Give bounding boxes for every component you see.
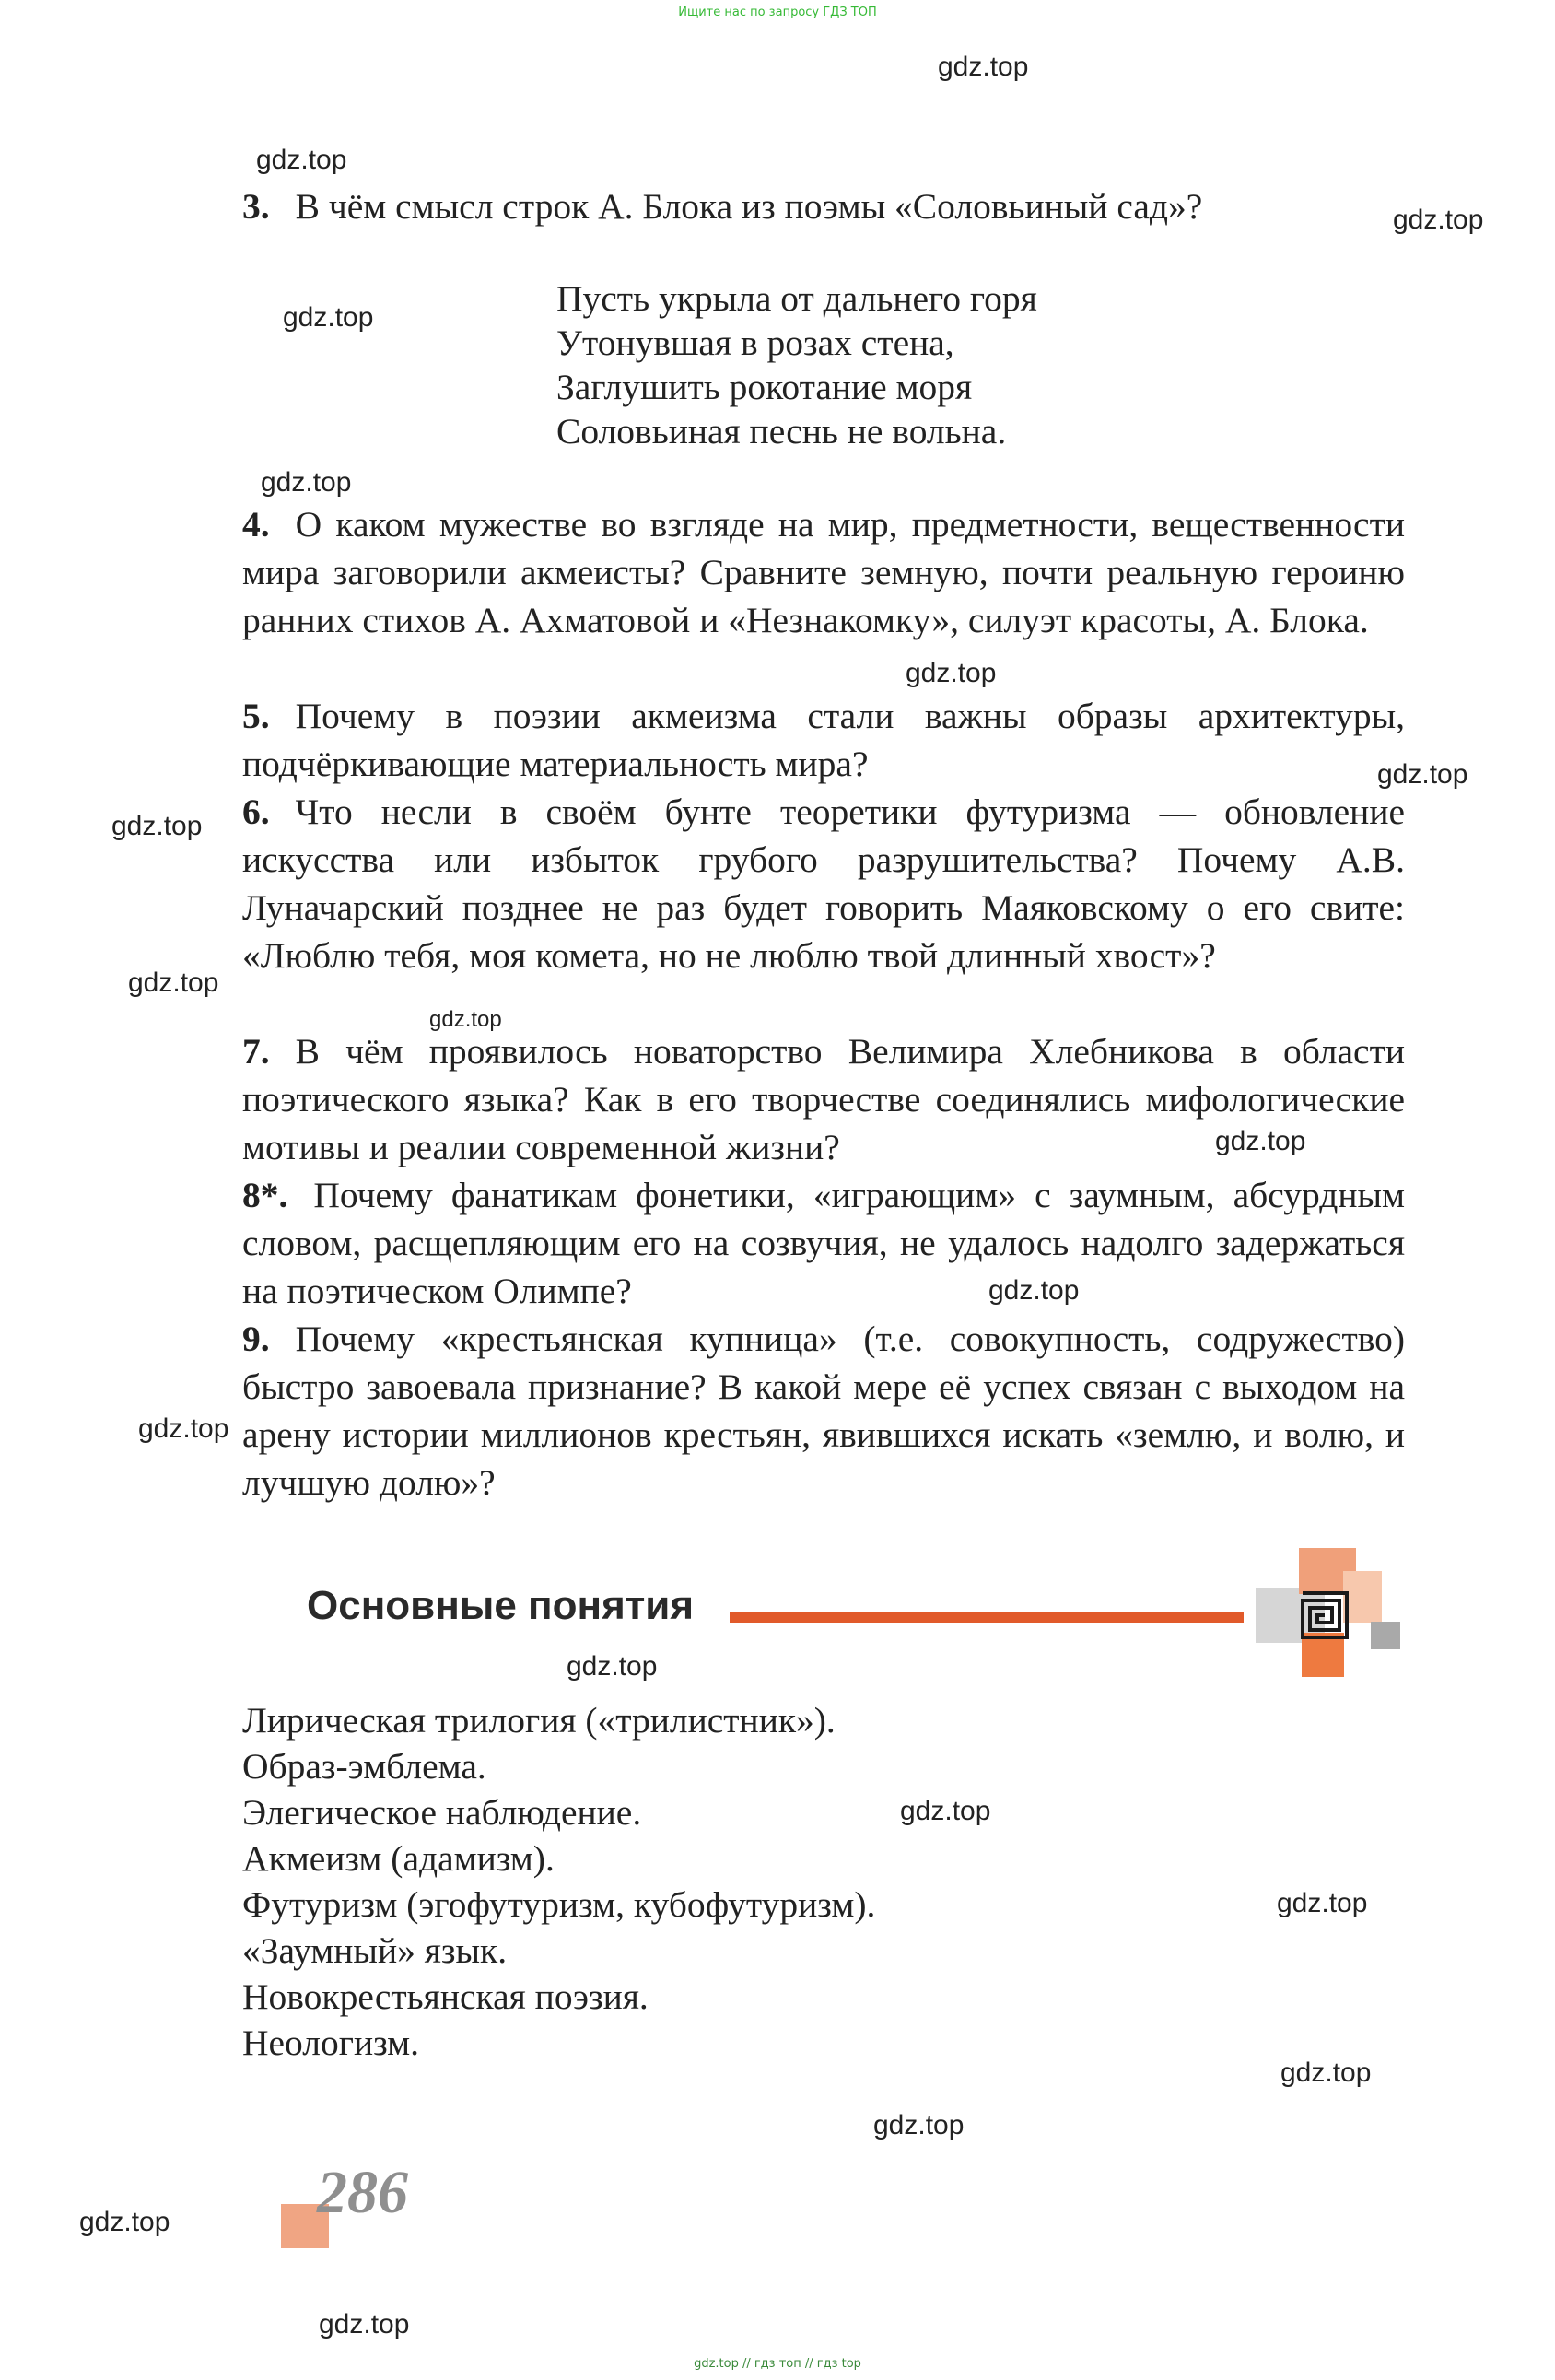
watermark: gdz.top <box>261 467 352 498</box>
question <box>242 788 1405 979</box>
page-number: 286 <box>317 2159 408 2226</box>
watermark: gdz.top <box>283 302 374 333</box>
poem-line: Пусть укрыла от дальнего горя <box>556 278 1037 319</box>
question-number: 3. <box>242 186 270 227</box>
watermark: gdz.top <box>1377 759 1468 790</box>
question <box>242 500 1405 644</box>
question <box>242 692 1405 788</box>
watermark: gdz.top <box>79 2207 170 2237</box>
watermark: gdz.top <box>900 1796 991 1826</box>
question-text: Что несли в своём бунте теоретики футуризма — обновление искусства или избыток грубого разрушительства? Почему А.В. Луначарский позднее не раз будет говорить Маяковскому о его свите: «Люблю тебя, моя комета, но не люблю твой длинный хвост»? <box>242 791 1405 976</box>
section-title: Основные понятия <box>307 1583 695 1628</box>
watermark: gdz.top <box>938 52 1029 82</box>
watermark: gdz.top <box>128 967 219 998</box>
watermark: gdz.top <box>1215 1126 1306 1156</box>
question-text: О каком мужестве во взгляде на мир, предметности, вещественности мира заговорили акмеисты? Сравните земную, почти реальную героиню ранних стихов А. Ахматовой и «Незнакомку», силуэт красоты, А. Блока. <box>242 504 1405 640</box>
top-banner: Ищите нас по запросу ГДЗ ТОП <box>678 6 877 19</box>
poem-line: Соловьиная песнь не вольна. <box>556 411 1007 451</box>
watermark: gdz.top <box>906 658 997 688</box>
section-title-rule <box>730 1612 1244 1623</box>
question-number: 5. <box>242 696 270 736</box>
question-text: В чём смысл строк А. Блока из поэмы «Соловьиный сад»? <box>295 186 1203 227</box>
decor-block <box>1371 1622 1400 1649</box>
poem-quote <box>556 276 1037 453</box>
question-number: 9. <box>242 1319 270 1359</box>
watermark: gdz.top <box>1277 1888 1368 1918</box>
watermark: gdz.top <box>1393 205 1484 235</box>
question-text: Почему фанатикам фонетики, «играющим» с заумным, абсурдным словом, расщепляющим его на созвучия, не удалось надолго задержаться на поэтическом Олимпе? <box>242 1175 1405 1311</box>
concept-item: Элегическое наблюдение. <box>242 1792 642 1833</box>
concept-item: Новокрестьянская поэзия. <box>242 1976 649 2017</box>
concept-item: Лирическая трилогия («трилистник»). <box>242 1700 836 1741</box>
watermark: gdz.top <box>429 1007 502 1032</box>
concept-item: «Заумный» язык. <box>242 1930 508 1971</box>
bottom-banner: gdz.top // гдз топ // гдз top <box>694 2357 861 2371</box>
spiral-key-icon <box>1299 1589 1350 1641</box>
question-text: В чём проявилось новаторство Велимира Хлебникова в области поэтического языка? Как в его творчестве соединялись мифологические мотивы и реалии современной жизни? <box>242 1031 1405 1167</box>
watermark: gdz.top <box>319 2309 410 2339</box>
question-text: Почему «крестьянская купница» (т.е. совокупность, содружество) быстро завоевала признание? В какой мере её успех связан с выходом на арену истории миллионов крестьян, явившихся искать «землю, и волю, и лучшую долю»? <box>242 1319 1405 1503</box>
watermark: gdz.top <box>873 2110 965 2140</box>
poem-line: Заглушить рокотание моря <box>556 367 973 407</box>
question <box>242 182 1405 230</box>
watermark: gdz.top <box>138 1413 229 1444</box>
question <box>242 1027 1405 1171</box>
concept-item: Акмеизм (адамизм). <box>242 1838 555 1879</box>
watermark: gdz.top <box>111 811 203 841</box>
concept-item: Неологизм. <box>242 2022 420 2063</box>
poem-line: Утонувшая в розах стена, <box>556 322 954 363</box>
question-text: Почему в поэзии акмеизма стали важны образы архитектуры, подчёркивающие материальность мира? <box>242 696 1405 784</box>
concepts-list <box>242 1697 875 2066</box>
question-number: 8*. <box>242 1175 288 1215</box>
watermark: gdz.top <box>1280 2058 1372 2088</box>
concept-item: Образ-эмблема. <box>242 1746 486 1787</box>
watermark: gdz.top <box>988 1275 1080 1306</box>
question <box>242 1171 1405 1315</box>
question-number: 7. <box>242 1031 270 1072</box>
question-number: 4. <box>242 504 270 545</box>
watermark: gdz.top <box>567 1651 658 1682</box>
question-number: 6. <box>242 791 270 832</box>
concept-item: Футуризм (эгофутуризм, кубофутуризм). <box>242 1884 876 1925</box>
question <box>242 1315 1405 1507</box>
watermark: gdz.top <box>256 145 347 175</box>
